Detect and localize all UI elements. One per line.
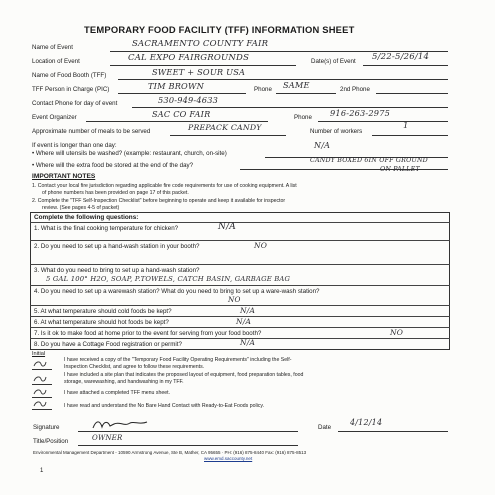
initial-mark-1[interactable]: [33, 360, 47, 368]
second-phone-label: 2nd Phone: [340, 86, 370, 93]
pic-phone-label: Phone: [254, 86, 272, 93]
q5-text: 5. At what temperature should cold foods be kept?: [34, 308, 172, 315]
title-position-label: Title/Position: [33, 438, 69, 445]
q3-text: 3. What do you need to bring to set up a hand-wash station?: [34, 267, 200, 274]
pic-line: [118, 93, 246, 94]
workers-value[interactable]: 1: [403, 121, 409, 131]
initial-statement-3: I have attached a completed TFF menu sheet.: [64, 390, 171, 396]
organizer-phone-line: [318, 121, 448, 122]
initial-line-2: [32, 384, 52, 385]
title-position-value[interactable]: OWNER: [92, 434, 123, 442]
handwritten-signature[interactable]: [90, 418, 150, 432]
q1-text: 1. What is the final cooking temperature for chicken?: [34, 225, 179, 232]
longer-a1-value[interactable]: N/A: [314, 141, 331, 150]
q2-top-rule: [30, 240, 450, 241]
organizer-value[interactable]: SAC CO FAIR: [152, 109, 211, 119]
q8-answer[interactable]: N/A: [240, 338, 256, 347]
initial-statement-2b: storage, warewashing, and handwashing in my TFF.: [64, 379, 184, 385]
footer-website-link[interactable]: www.emd.saccounty.net: [204, 456, 253, 461]
longer-q1-text: Where will utensils be washed? (example: restaurant, church, on-site): [35, 150, 227, 157]
sheet-title: TEMPORARY FOOD FACILITY (TFF) INFORMATION SHEET: [84, 24, 355, 35]
initial-statement-4: I have read and understand the No Bare Hand Contact with Ready-to-Eat Foods policy.: [64, 403, 265, 409]
q7-top-rule: [30, 327, 450, 328]
longer-q1: • Where will utensils be washed? (example: restaurant, church, on-site): [32, 150, 227, 157]
signature-label: Signature: [33, 424, 60, 431]
longer-q2: • Where will the extra food be stored at the end of the day?: [32, 162, 194, 169]
date-value[interactable]: 4/12/14: [350, 418, 383, 427]
important-note-1b: of phone numbers has been provided on page 17 of this packet.: [42, 190, 189, 196]
organizer-label: Event Organizer: [32, 114, 77, 121]
workers-label: Number of workers: [310, 128, 363, 135]
q1-answer[interactable]: N/A: [218, 222, 237, 232]
organizer-phone-label: Phone: [294, 114, 312, 121]
longer-q2-text: Where will the extra food be stored at the end of the day?: [35, 162, 194, 169]
q4-top-rule: [30, 285, 450, 286]
q6-text: 6. At what temperature should hot foods be kept?: [34, 319, 169, 326]
important-note-2a: 2. Complete the "TFF Self-Inspection Checklist" before beginning to operate and keep it available for inspector: [32, 198, 286, 204]
dates-label: Date(s) of Event: [311, 58, 356, 65]
meals-value[interactable]: PREPACK CANDY: [188, 123, 262, 132]
pic-phone-line: [276, 93, 336, 94]
initial-mark-2[interactable]: [33, 375, 47, 383]
meals-label: Approximate number of meals to be served: [32, 128, 151, 135]
longer-intro: If event is longer than one day:: [32, 142, 117, 149]
questions-heading: Complete the following questions:: [34, 214, 139, 221]
q5-answer[interactable]: N/A: [240, 306, 256, 315]
initials-heading: Initial: [32, 351, 46, 357]
contact-line: [132, 107, 448, 108]
contact-value[interactable]: 530-949-4633: [158, 95, 219, 105]
longer-a2-value-1[interactable]: CANDY BOXED 6IN OFF GROUND: [310, 157, 428, 164]
booth-value[interactable]: SWEET + SOUR USA: [152, 67, 246, 77]
q3-top-rule: [30, 264, 450, 265]
q2-answer[interactable]: NO: [254, 241, 268, 250]
meals-line: [170, 135, 286, 136]
event-name-value[interactable]: SACRAMENTO COUNTY FAIR: [132, 39, 269, 49]
location-label: Location of Event: [32, 58, 80, 65]
q6-answer[interactable]: N/A: [236, 317, 252, 326]
date-line: [338, 431, 448, 432]
contact-label: Contact Phone for day of event: [32, 100, 118, 107]
initial-statement-2a: I have included a site plan that indicates the proposed layout of equipment, food preparation tables, food: [64, 372, 304, 378]
event-name-label: Name of Event: [32, 44, 73, 51]
initial-mark-3[interactable]: [33, 388, 47, 396]
q8-text: 8. Do you have a Cottage Food registration or permit?: [34, 341, 182, 348]
longer-a2-value-2[interactable]: ON PALLET: [380, 166, 420, 173]
pic-label: TFF Person in Charge (PIC): [32, 86, 110, 93]
date-label: Date: [318, 424, 332, 431]
organizer-phone-value[interactable]: 916-263-2975: [330, 108, 391, 118]
initial-line-3: [32, 397, 52, 398]
location-value[interactable]: CAL EXPO FAIRGROUNDS: [128, 53, 250, 63]
location-line: [110, 65, 296, 66]
q1-top-rule: [30, 222, 450, 223]
q2-text: 2. Do you need to set up a hand-wash station in your booth?: [34, 243, 200, 250]
q7-text: 7. Is it ok to make food at home prior to the event for serving from your food booth?: [34, 330, 262, 337]
workers-line: [372, 135, 448, 136]
important-heading: IMPORTANT NOTES: [32, 173, 96, 180]
q4-answer[interactable]: NO: [228, 295, 241, 304]
organizer-line: [86, 121, 268, 122]
page-number: 1: [40, 468, 44, 474]
second-phone-line: [376, 93, 448, 94]
footer-address: Environmental Management Department - 10590 Armstrong Avenue, Ste B, Mather, CA 95655 · PH: (916) 875-8440 Fax: (916) 875-8513: [33, 450, 307, 455]
q4-text: 4. Do you need to set up a warewash station? What do you need to bring to set up a ware-wash station?: [34, 288, 320, 295]
initial-statement-1a: I have received a copy of the "Temporary Food Facility Operating Requirements" including the Self-: [64, 357, 292, 363]
initial-line-4: [32, 409, 52, 410]
q3-answer[interactable]: 5 GAL 100° H2O, SOAP, P.TOWELS, CATCH BASIN, GARBAGE BAG: [46, 275, 291, 283]
initial-statement-1b: Inspection Checklist, and agree to follow these requirements.: [64, 364, 205, 370]
title-position-line: [78, 445, 298, 446]
dates-line: [363, 65, 448, 66]
q7-answer[interactable]: NO: [390, 328, 404, 337]
booth-label: Name of Food Booth (TFF): [32, 72, 107, 79]
initial-mark-4[interactable]: [33, 400, 47, 408]
initial-line-1: [32, 369, 52, 370]
pic-value[interactable]: TIM BROWN: [148, 81, 204, 91]
pic-phone-value[interactable]: SAME: [283, 80, 310, 90]
important-note-2b: review. (See pages 4-5 of packet): [42, 205, 120, 211]
dates-value[interactable]: 5/22-5/26/14: [372, 52, 430, 62]
important-note-1a: 1. Contact your local fire jurisdiction regarding applicable fire code requirements for use of cooking equipment. A list: [32, 183, 297, 189]
